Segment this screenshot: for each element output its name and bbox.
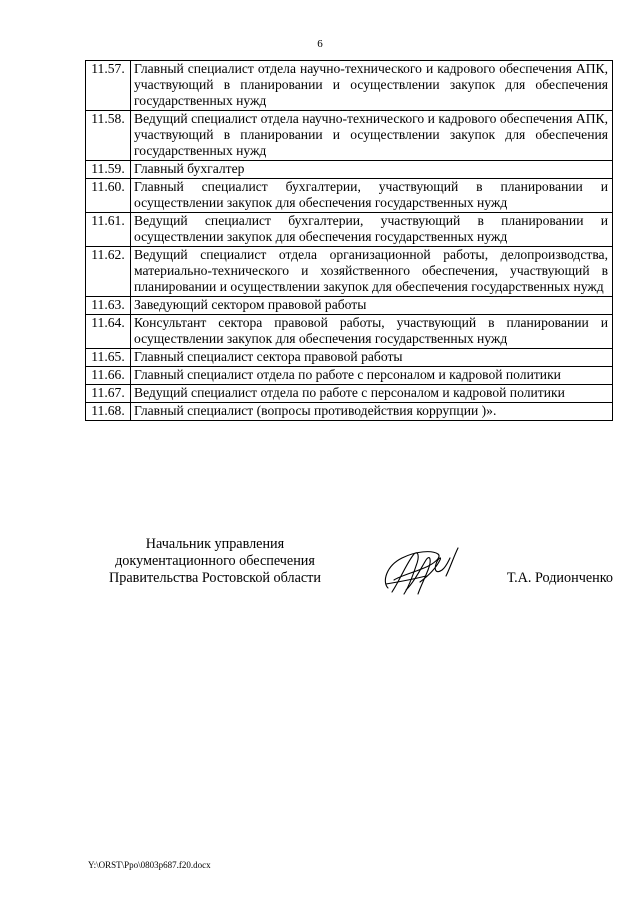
row-title: Заведующий сектором правовой работы: [131, 297, 613, 315]
row-title: Ведущий специалист отдела по работе с персоналом и кадровой политики: [131, 385, 613, 403]
row-number: 11.67.: [86, 385, 131, 403]
handwritten-signature: [380, 542, 470, 600]
table-row: [86, 349, 613, 367]
signatory-title-line: Правительства Ростовской области: [109, 570, 321, 586]
row-number: 11.61.: [86, 213, 131, 247]
row-number: 11.60.: [86, 179, 131, 213]
row-title: Консультант сектора правовой работы, участвующий в планировании и осуществлении закупок для обеспечения государственных нужд: [131, 315, 613, 349]
table-row: [86, 247, 613, 297]
signatory-title-line: Начальник управления: [145, 536, 285, 552]
row-number: 11.62.: [86, 247, 131, 297]
row-number: 11.59.: [86, 161, 131, 179]
signatory-title-line: документационного обеспечения: [115, 553, 315, 569]
table-row: [86, 297, 613, 315]
row-title: Главный специалист отдела научно-технического и кадрового обеспечения АПК, участвующий в планировании и осуществлении закупок для обеспечения государственных нужд: [131, 61, 613, 111]
row-title: Ведущий специалист отдела организационной работы, делопроизводства, материально-технического и хозяйственного обеспечения, участвующий в планировании и осуществлении закупок для обеспечения государственных нужд: [131, 247, 613, 297]
row-title: Главный специалист сектора правовой работы: [131, 349, 613, 367]
row-number: 11.58.: [86, 111, 131, 161]
table-row: [86, 161, 613, 179]
table-row: [86, 385, 613, 403]
table-row: [86, 179, 613, 213]
table-row: [86, 61, 613, 111]
row-title: Ведущий специалист отдела научно-технического и кадрового обеспечения АПК, участвующий в планировании и осуществлении закупок для обеспечения государственных нужд: [131, 111, 613, 161]
row-title: Главный специалист (вопросы противодействия коррупции )».: [131, 403, 613, 421]
row-number: 11.66.: [86, 367, 131, 385]
row-title: Главный специалист отдела по работе с персоналом и кадровой политики: [131, 367, 613, 385]
row-number: 11.68.: [86, 403, 131, 421]
table-row: [86, 367, 613, 385]
table-row: [86, 111, 613, 161]
table-row: [86, 315, 613, 349]
row-title: Главный специалист бухгалтерии, участвующий в планировании и осуществлении закупок для обеспечения государственных нужд: [131, 179, 613, 213]
page-number: 6: [317, 38, 323, 50]
signatory-name: Т.А. Родионченко: [506, 570, 613, 586]
row-title: Главный бухгалтер: [131, 161, 613, 179]
row-number: 11.64.: [86, 315, 131, 349]
row-number: 11.65.: [86, 349, 131, 367]
signatory-title: [85, 536, 345, 587]
row-number: 11.63.: [86, 297, 131, 315]
row-title: Ведущий специалист бухгалтерии, участвующий в планировании и осуществлении закупок для обеспечения государственных нужд: [131, 213, 613, 247]
table-row: [86, 213, 613, 247]
positions-table: [85, 60, 613, 421]
signature-block: [85, 536, 613, 596]
row-number: 11.57.: [86, 61, 131, 111]
table-row: [86, 403, 613, 421]
file-path-footer: Y:\ORST\Ppo\0803p687.f20.docx: [88, 860, 211, 870]
